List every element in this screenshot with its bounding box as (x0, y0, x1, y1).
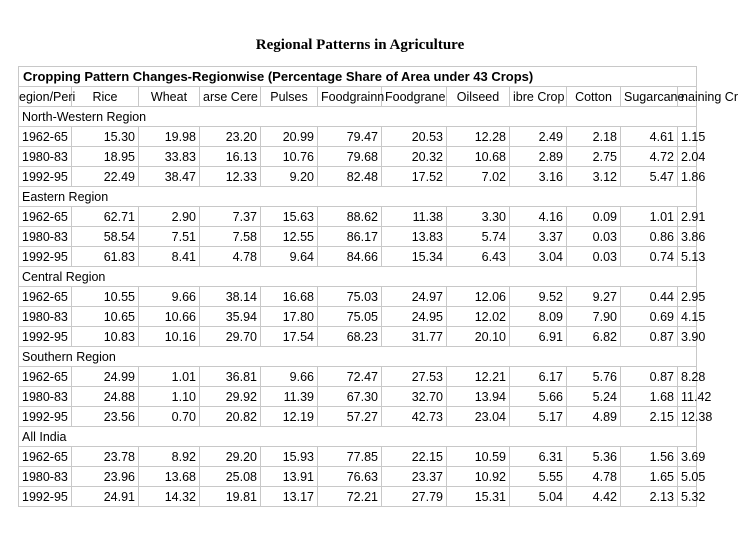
column-header: Sugarcane (621, 87, 678, 107)
value-cell: 9.27 (567, 287, 621, 307)
column-header: Pulses (261, 87, 318, 107)
value-cell: 7.90 (567, 307, 621, 327)
value-cell: 17.52 (382, 167, 447, 187)
region-row (19, 107, 697, 127)
value-cell: 0.87 (621, 327, 678, 347)
value-cell: 3.90 (678, 327, 697, 347)
period-cell: 1980-83 (19, 307, 72, 327)
table-row (19, 447, 697, 467)
table-row (19, 147, 697, 167)
value-cell: 6.82 (567, 327, 621, 347)
table-row (19, 467, 697, 487)
region-label: Eastern Region (19, 187, 697, 207)
value-cell: 3.04 (510, 247, 567, 267)
value-cell: 4.42 (567, 487, 621, 507)
cropping-pattern-table (18, 66, 738, 507)
value-cell: 13.91 (261, 467, 318, 487)
value-cell: 2.91 (678, 207, 697, 227)
value-cell: 77.85 (318, 447, 382, 467)
region-label: North-Western Region (19, 107, 697, 127)
value-cell: 14.32 (139, 487, 200, 507)
value-cell: 0.74 (621, 247, 678, 267)
value-cell: 5.74 (447, 227, 510, 247)
value-cell: 5.24 (567, 387, 621, 407)
value-cell: 15.34 (382, 247, 447, 267)
value-cell: 13.68 (139, 467, 200, 487)
value-cell: 8.41 (139, 247, 200, 267)
table-row (19, 367, 697, 387)
value-cell: 12.06 (447, 287, 510, 307)
region-label: All India (19, 427, 697, 447)
value-cell: 32.70 (382, 387, 447, 407)
value-cell: 0.09 (567, 207, 621, 227)
value-cell: 72.21 (318, 487, 382, 507)
value-cell: 7.58 (200, 227, 261, 247)
value-cell: 10.65 (72, 307, 139, 327)
column-header: Rice (72, 87, 139, 107)
value-cell: 17.80 (261, 307, 318, 327)
region-row (19, 187, 697, 207)
value-cell: 22.15 (382, 447, 447, 467)
column-header: Oilseed (447, 87, 510, 107)
value-cell: 20.53 (382, 127, 447, 147)
value-cell: 2.89 (510, 147, 567, 167)
value-cell: 0.03 (567, 227, 621, 247)
value-cell: 15.30 (72, 127, 139, 147)
value-cell: 5.66 (510, 387, 567, 407)
period-cell: 1962-65 (19, 127, 72, 147)
period-cell: 1992-95 (19, 167, 72, 187)
value-cell: 12.33 (200, 167, 261, 187)
value-cell: 10.76 (261, 147, 318, 167)
region-row (19, 347, 697, 367)
value-cell: 16.13 (200, 147, 261, 167)
value-cell: 8.92 (139, 447, 200, 467)
value-cell: 10.55 (72, 287, 139, 307)
period-cell: 1992-95 (19, 487, 72, 507)
value-cell: 2.90 (139, 207, 200, 227)
period-cell: 1992-95 (19, 407, 72, 427)
region-row (19, 427, 697, 447)
value-cell: 24.99 (72, 367, 139, 387)
value-cell: 10.59 (447, 447, 510, 467)
value-cell: 27.79 (382, 487, 447, 507)
value-cell: 2.04 (678, 147, 697, 167)
table-row (19, 287, 697, 307)
column-header: egion/Peri (19, 87, 72, 107)
value-cell: 0.70 (139, 407, 200, 427)
value-cell: 7.51 (139, 227, 200, 247)
value-cell: 5.32 (678, 487, 697, 507)
period-cell: 1980-83 (19, 227, 72, 247)
value-cell: 13.94 (447, 387, 510, 407)
value-cell: 5.13 (678, 247, 697, 267)
value-cell: 42.73 (382, 407, 447, 427)
value-cell: 3.12 (567, 167, 621, 187)
column-header: naining Cr (678, 87, 697, 107)
value-cell: 1.01 (621, 207, 678, 227)
table-row (19, 127, 697, 147)
value-cell: 4.89 (567, 407, 621, 427)
value-cell: 29.70 (200, 327, 261, 347)
value-cell: 0.44 (621, 287, 678, 307)
value-cell: 12.28 (447, 127, 510, 147)
value-cell: 3.69 (678, 447, 697, 467)
region-label: Southern Region (19, 347, 697, 367)
value-cell: 10.92 (447, 467, 510, 487)
value-cell: 61.83 (72, 247, 139, 267)
value-cell: 2.15 (621, 407, 678, 427)
value-cell: 24.91 (72, 487, 139, 507)
value-cell: 5.04 (510, 487, 567, 507)
value-cell: 3.30 (447, 207, 510, 227)
value-cell: 79.68 (318, 147, 382, 167)
value-cell: 31.77 (382, 327, 447, 347)
value-cell: 10.68 (447, 147, 510, 167)
value-cell: 84.66 (318, 247, 382, 267)
value-cell: 10.66 (139, 307, 200, 327)
region-row (19, 267, 697, 287)
value-cell: 75.03 (318, 287, 382, 307)
value-cell: 0.03 (567, 247, 621, 267)
value-cell: 2.13 (621, 487, 678, 507)
value-cell: 36.81 (200, 367, 261, 387)
period-cell: 1980-83 (19, 387, 72, 407)
value-cell: 9.64 (261, 247, 318, 267)
value-cell: 1.86 (678, 167, 697, 187)
value-cell: 68.23 (318, 327, 382, 347)
value-cell: 29.20 (200, 447, 261, 467)
table-row (19, 327, 697, 347)
value-cell: 4.78 (567, 467, 621, 487)
value-cell: 13.17 (261, 487, 318, 507)
value-cell: 2.49 (510, 127, 567, 147)
table-row (19, 227, 697, 247)
value-cell: 24.88 (72, 387, 139, 407)
value-cell: 24.97 (382, 287, 447, 307)
value-cell: 5.36 (567, 447, 621, 467)
value-cell: 8.09 (510, 307, 567, 327)
value-cell: 57.27 (318, 407, 382, 427)
value-cell: 9.66 (139, 287, 200, 307)
table-row (19, 167, 697, 187)
value-cell: 20.32 (382, 147, 447, 167)
value-cell: 5.05 (678, 467, 697, 487)
value-cell: 16.68 (261, 287, 318, 307)
value-cell: 15.63 (261, 207, 318, 227)
value-cell: 9.52 (510, 287, 567, 307)
value-cell: 9.20 (261, 167, 318, 187)
period-cell: 1962-65 (19, 287, 72, 307)
value-cell: 58.54 (72, 227, 139, 247)
header-row (19, 87, 697, 107)
value-cell: 7.37 (200, 207, 261, 227)
value-cell: 1.01 (139, 367, 200, 387)
value-cell: 19.81 (200, 487, 261, 507)
value-cell: 5.76 (567, 367, 621, 387)
value-cell: 11.42 (678, 387, 697, 407)
value-cell: 12.19 (261, 407, 318, 427)
value-cell: 15.93 (261, 447, 318, 467)
value-cell: 4.15 (678, 307, 697, 327)
value-cell: 6.31 (510, 447, 567, 467)
value-cell: 5.17 (510, 407, 567, 427)
value-cell: 23.96 (72, 467, 139, 487)
value-cell: 1.65 (621, 467, 678, 487)
value-cell: 88.62 (318, 207, 382, 227)
value-cell: 23.37 (382, 467, 447, 487)
table-row (19, 207, 697, 227)
table-row (19, 407, 697, 427)
value-cell: 35.94 (200, 307, 261, 327)
column-header: Cotton (567, 87, 621, 107)
table-row (19, 387, 697, 407)
page-title: Regional Patterns in Agriculture (255, 37, 465, 53)
period-cell: 1992-95 (19, 327, 72, 347)
column-header: Foodgrane (382, 87, 447, 107)
value-cell: 24.95 (382, 307, 447, 327)
value-cell: 3.16 (510, 167, 567, 187)
value-cell: 4.72 (621, 147, 678, 167)
value-cell: 10.16 (139, 327, 200, 347)
column-header: Wheat (139, 87, 200, 107)
value-cell: 18.95 (72, 147, 139, 167)
value-cell: 8.28 (678, 367, 697, 387)
value-cell: 10.83 (72, 327, 139, 347)
value-cell: 4.61 (621, 127, 678, 147)
value-cell: 86.17 (318, 227, 382, 247)
value-cell: 2.75 (567, 147, 621, 167)
value-cell: 6.43 (447, 247, 510, 267)
table-caption: Cropping Pattern Changes-Regionwise (Percentage Share of Area under 43 Crops) (19, 67, 697, 87)
value-cell: 12.21 (447, 367, 510, 387)
value-cell: 0.69 (621, 307, 678, 327)
value-cell: 4.78 (200, 247, 261, 267)
period-cell: 1992-95 (19, 247, 72, 267)
value-cell: 38.47 (139, 167, 200, 187)
value-cell: 19.98 (139, 127, 200, 147)
period-cell: 1962-65 (19, 447, 72, 467)
value-cell: 20.82 (200, 407, 261, 427)
value-cell: 75.05 (318, 307, 382, 327)
value-cell: 79.47 (318, 127, 382, 147)
value-cell: 1.10 (139, 387, 200, 407)
table-row (19, 487, 697, 507)
value-cell: 5.55 (510, 467, 567, 487)
column-header: ibre Crop (510, 87, 567, 107)
value-cell: 25.08 (200, 467, 261, 487)
caption-row (19, 67, 697, 87)
value-cell: 11.39 (261, 387, 318, 407)
value-cell: 6.91 (510, 327, 567, 347)
value-cell: 23.56 (72, 407, 139, 427)
value-cell: 62.71 (72, 207, 139, 227)
value-cell: 2.95 (678, 287, 697, 307)
value-cell: 0.87 (621, 367, 678, 387)
value-cell: 5.47 (621, 167, 678, 187)
value-cell: 12.55 (261, 227, 318, 247)
value-cell: 1.56 (621, 447, 678, 467)
value-cell: 3.37 (510, 227, 567, 247)
value-cell: 22.49 (72, 167, 139, 187)
value-cell: 23.20 (200, 127, 261, 147)
value-cell: 76.63 (318, 467, 382, 487)
value-cell: 6.17 (510, 367, 567, 387)
value-cell: 1.68 (621, 387, 678, 407)
value-cell: 33.83 (139, 147, 200, 167)
value-cell: 82.48 (318, 167, 382, 187)
value-cell: 12.38 (678, 407, 697, 427)
value-cell: 38.14 (200, 287, 261, 307)
value-cell: 12.02 (447, 307, 510, 327)
value-cell: 27.53 (382, 367, 447, 387)
value-cell: 4.16 (510, 207, 567, 227)
value-cell: 72.47 (318, 367, 382, 387)
period-cell: 1962-65 (19, 207, 72, 227)
value-cell: 29.92 (200, 387, 261, 407)
table-row (19, 307, 697, 327)
value-cell: 3.86 (678, 227, 697, 247)
column-header: Foodgrainn (318, 87, 382, 107)
value-cell: 13.83 (382, 227, 447, 247)
value-cell: 0.86 (621, 227, 678, 247)
period-cell: 1962-65 (19, 367, 72, 387)
table-row (19, 247, 697, 267)
value-cell: 11.38 (382, 207, 447, 227)
value-cell: 2.18 (567, 127, 621, 147)
value-cell: 1.15 (678, 127, 697, 147)
value-cell: 67.30 (318, 387, 382, 407)
column-header: arse Cere (200, 87, 261, 107)
value-cell: 23.04 (447, 407, 510, 427)
value-cell: 7.02 (447, 167, 510, 187)
region-label: Central Region (19, 267, 697, 287)
value-cell: 9.66 (261, 367, 318, 387)
cropping-pattern-table-container (18, 66, 738, 504)
value-cell: 20.99 (261, 127, 318, 147)
period-cell: 1980-83 (19, 467, 72, 487)
value-cell: 17.54 (261, 327, 318, 347)
value-cell: 20.10 (447, 327, 510, 347)
period-cell: 1980-83 (19, 147, 72, 167)
value-cell: 23.78 (72, 447, 139, 467)
value-cell: 15.31 (447, 487, 510, 507)
